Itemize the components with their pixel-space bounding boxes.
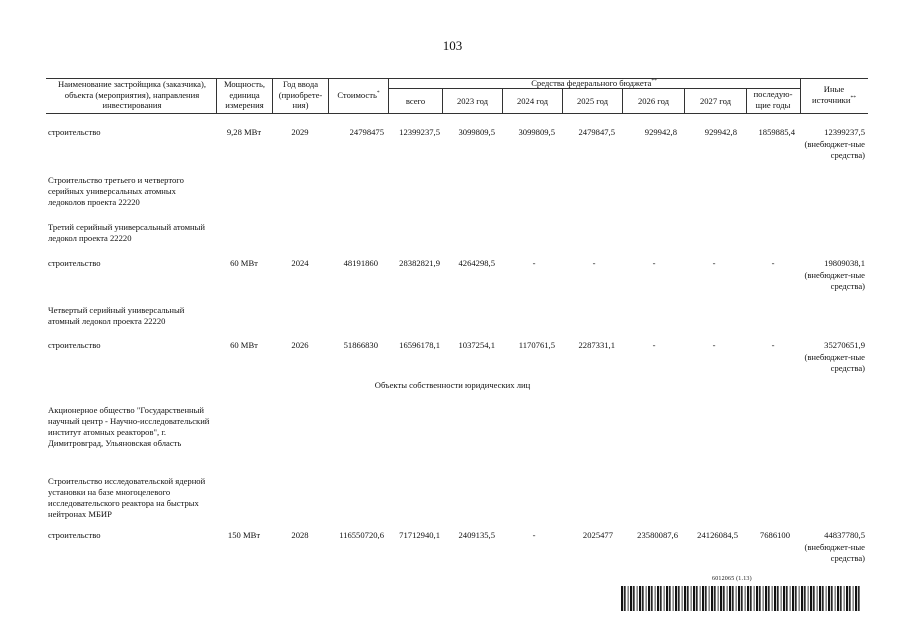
row-cost: 48191860 xyxy=(343,258,378,268)
header-total-column: всего xyxy=(405,96,426,106)
row-2026: 929942,8 xyxy=(644,127,677,137)
header-other-label: Иные источники xyxy=(812,84,851,105)
header-bottom-rule xyxy=(46,113,868,114)
header-name-column: Наименование застройщика (заказчика), объекта (мероприятия), направления инвестирования xyxy=(58,79,206,111)
row-2023: 1037254,1 xyxy=(458,340,495,350)
row-other-sources: 35270651,9 (внебюджет-ные средства) xyxy=(804,340,865,374)
row-cost: 116550720,6 xyxy=(339,530,384,540)
row-capacity: 60 МВт xyxy=(230,340,258,350)
row-year: 2024 xyxy=(291,258,309,268)
row-year: 2028 xyxy=(291,530,309,540)
row-other-sources: 19809038,1 (внебюджет-ные средства) xyxy=(804,258,865,292)
row-2025: 2287331,1 xyxy=(578,340,615,350)
row-capacity: 150 МВт xyxy=(227,530,261,540)
header-federal-budget-group xyxy=(388,78,800,89)
project-title: Строительство третьего и четвертого серийных универсальных атомных ледоколов проекта 22220 xyxy=(48,175,184,207)
row-total: 28382821,9 xyxy=(399,258,440,268)
row-cost: 24798475 xyxy=(349,127,384,137)
object-title: Четвертый серийный универсальный атомный ледокол проекта 22220 xyxy=(48,305,185,326)
row-name: строительство xyxy=(48,258,101,268)
row-2023: 2409135,5 xyxy=(458,530,495,540)
object-title: Третий серийный универсальный атомный ледокол проекта 22220 xyxy=(48,222,206,243)
barcode-number: 6012065 (1.13) xyxy=(712,576,752,582)
header-cost-label: Стоимость xyxy=(337,90,377,100)
row-cost: 51866830 xyxy=(343,340,378,350)
row-later: 7686100 xyxy=(759,530,790,540)
row-2024: - xyxy=(532,530,536,540)
row-name: строительство xyxy=(48,127,101,137)
header-divider xyxy=(746,88,747,113)
row-name: строительство xyxy=(48,340,101,350)
row-2025: 2479847,5 xyxy=(578,127,615,137)
row-2026: 23580087,6 xyxy=(637,530,678,540)
row-later: - xyxy=(771,340,775,350)
row-year: 2029 xyxy=(291,127,309,137)
header-capacity-column: Мощность, единица измерения xyxy=(223,79,266,111)
row-total: 16596178,1 xyxy=(399,340,440,350)
row-capacity: 9,28 МВт xyxy=(226,127,262,137)
barcode-image xyxy=(621,586,861,611)
row-2024: - xyxy=(532,258,536,268)
section-heading: Объекты собственности юридических лиц xyxy=(374,380,531,390)
header-later-years-column: последую-щие годы xyxy=(753,89,793,110)
project-title: Строительство исследовательской ядерной установки на базе многоцелевого исследовательского реактора на быстрых нейтронах МБИР xyxy=(48,476,206,519)
row-later: - xyxy=(771,258,775,268)
row-2026: - xyxy=(652,258,656,268)
row-2026: - xyxy=(652,340,656,350)
row-other-sources: 44837780,5 (внебюджет-ные средства) xyxy=(804,530,865,564)
row-2024: 1170761,5 xyxy=(518,340,555,350)
row-2027: 929942,8 xyxy=(704,127,737,137)
header-2024-column: 2024 год xyxy=(516,96,549,106)
header-2025-column: 2025 год xyxy=(576,96,609,106)
row-name: строительство xyxy=(48,530,101,540)
header-2026-column: 2026 год xyxy=(637,96,670,106)
row-2027: - xyxy=(712,340,716,350)
footnote-mark: * xyxy=(376,90,380,97)
organization-title: Акционерное общество "Государственный научный центр - Научно-исследовательский институт атомных реакторов", г. Димитровград, Ульяновская область xyxy=(48,405,210,448)
row-2025: 2025477 xyxy=(582,530,613,540)
footnote-mark: ** xyxy=(651,78,657,85)
row-2024: 3099809,5 xyxy=(518,127,555,137)
header-cost-column xyxy=(329,90,388,101)
header-federal-budget-label: Средства федерального бюджета xyxy=(531,78,652,88)
page-number: 103 xyxy=(442,38,463,53)
row-other-sources: 12399237,5 (внебюджет-ные средства) xyxy=(804,127,865,161)
footnote-mark: ** xyxy=(850,94,856,101)
header-2023-column: 2023 год xyxy=(456,96,489,106)
row-2027: - xyxy=(712,258,716,268)
row-total: 12399237,5 xyxy=(399,127,440,137)
header-year-column: Год ввода (приобрете-ния) xyxy=(278,79,323,111)
header-other-sources-column xyxy=(801,84,867,105)
row-2023: 4264298,5 xyxy=(458,258,495,268)
row-later: 1859885,4 xyxy=(758,127,795,137)
row-total: 71712940,1 xyxy=(399,530,440,540)
row-2023: 3099809,5 xyxy=(458,127,495,137)
header-2027-column: 2027 год xyxy=(699,96,732,106)
row-year: 2026 xyxy=(291,340,309,350)
row-2025: - xyxy=(592,258,596,268)
row-capacity: 60 МВт xyxy=(230,258,258,268)
row-2027: 24126084,5 xyxy=(697,530,738,540)
